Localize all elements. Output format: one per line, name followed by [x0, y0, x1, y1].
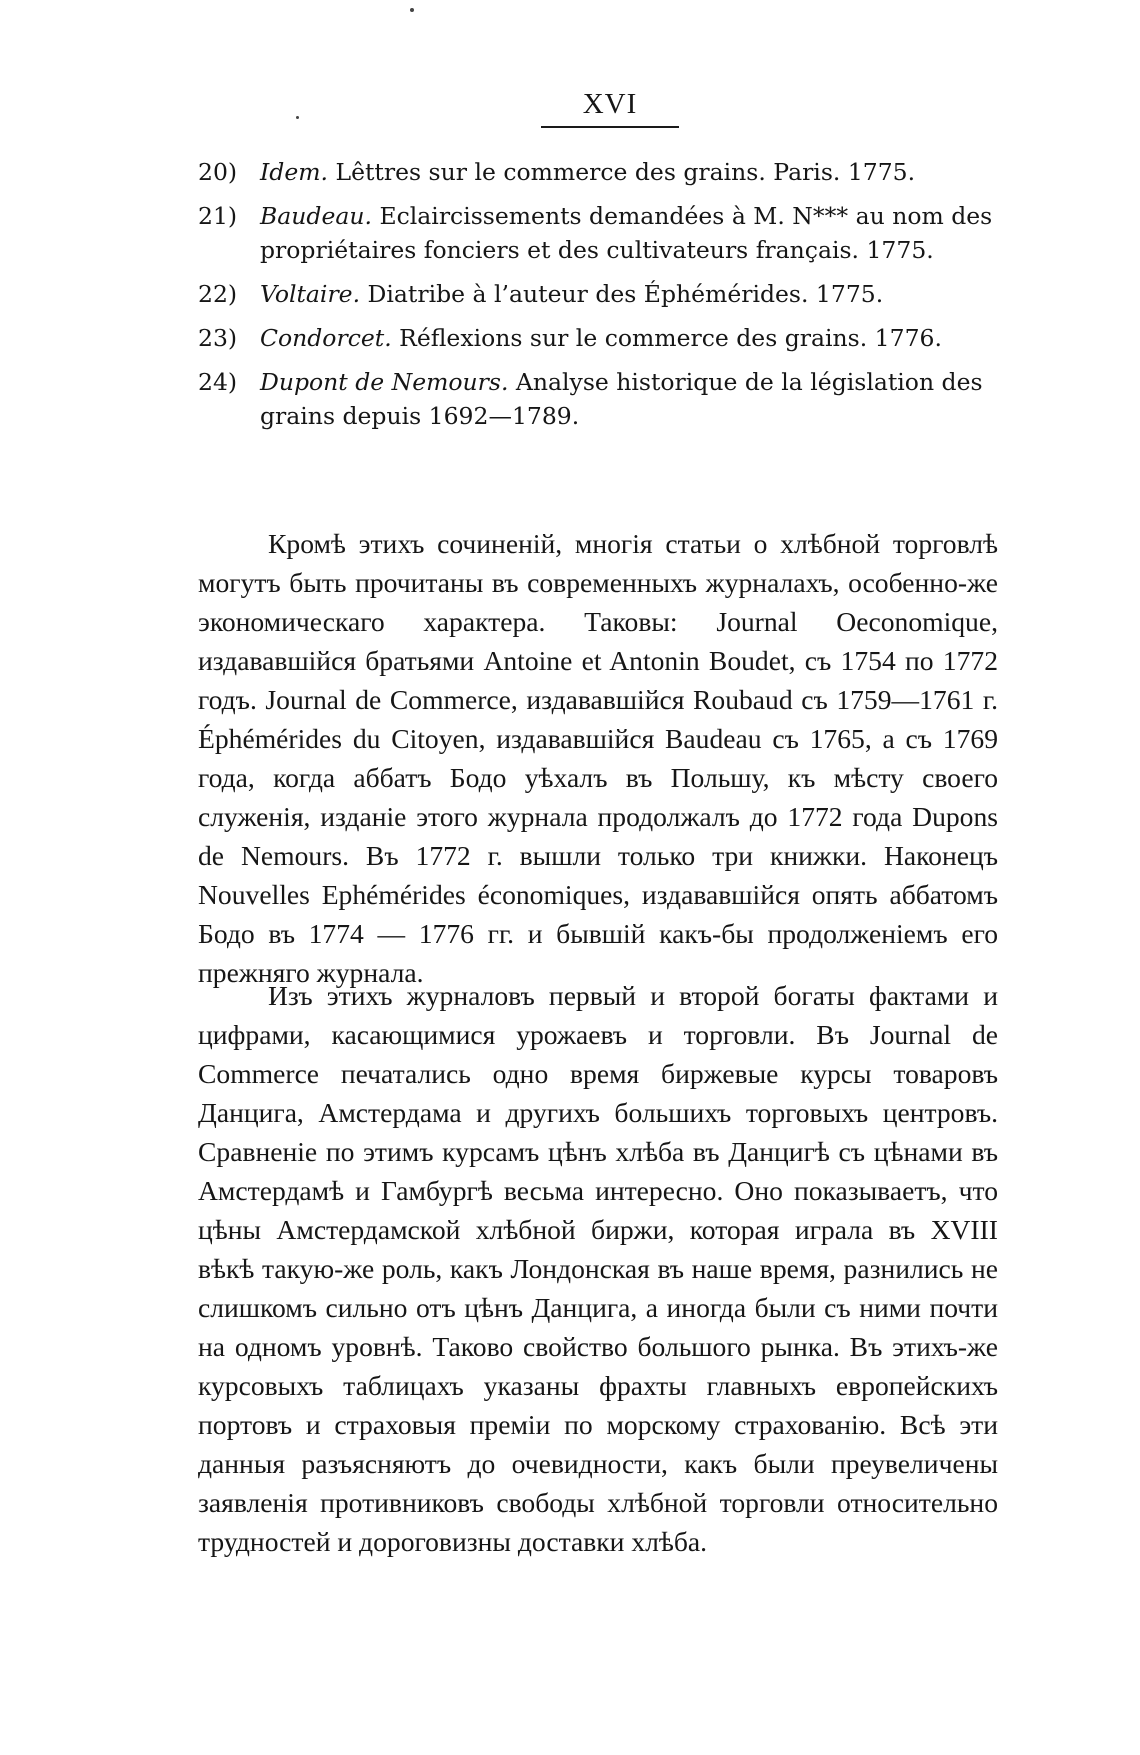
- reference-item: [198, 155, 998, 189]
- reference-body: [260, 155, 998, 189]
- reference-number: 21): [198, 202, 238, 230]
- reference-text: Diatribe à l’auteur des Éphémérides. 1775.: [360, 280, 884, 308]
- reference-text: Analyse historique de la législation des grains depuis 1692—1789.: [260, 368, 983, 430]
- reference-number: 24): [198, 368, 238, 396]
- ink-speck: [296, 116, 299, 119]
- reference-author: Idem.: [260, 158, 328, 186]
- page-number: XVI: [582, 88, 638, 120]
- reference-item: [198, 277, 998, 311]
- reference-body: [260, 365, 998, 433]
- reference-item: [198, 199, 998, 267]
- reference-text: Eclaircissements demandées à M. N*** au nom des propriétaires fonciers et des cultivateurs français. 1775.: [260, 202, 993, 264]
- reference-author: Voltaire.: [260, 280, 361, 308]
- reference-text: Réflexions sur le commerce des grains. 1776.: [391, 324, 942, 352]
- reference-body: [260, 277, 998, 311]
- reference-author: Condorcet.: [260, 324, 392, 352]
- reference-item: [198, 321, 998, 355]
- reference-number: 22): [198, 280, 238, 308]
- reference-number: 20): [198, 158, 238, 186]
- reference-body: [260, 321, 998, 355]
- body-paragraph: Кромѣ этихъ сочиненій, многія статьи о хлѣбной торговлѣ могутъ быть прочитаны въ современныхъ журналахъ, особенно-же экономическаго характера. Таковы: Journal Oeconomique, издававшійся братьями Antoine et Antonin Boudet, съ 1754 по 1772 годъ. Journal de Commerce, издававшійся Roubaud съ 1759—1761 г. Éphémérides du Citoyen, издававшійся Baudeau съ 1765, а съ 1769 года, когда аббатъ Бодо уѣхалъ въ Польшу, къ мѣсту своего служенія, изданіе этого журнала продолжалъ до 1772 года Dupons de Nemours. Въ 1772 г. вышли только три книжки. Наконецъ Nouvelles Ephémérides économiques, издававшійся опять аббатомъ Бодо въ 1774 — 1776 гг. и бывшій какъ-бы продолженіемъ его прежняго журнала.: [198, 527, 998, 988]
- reference-number: 23): [198, 324, 238, 352]
- ink-speck: [410, 8, 414, 12]
- reference-author: Dupont de Nemours.: [260, 368, 509, 396]
- reference-list: [198, 155, 998, 443]
- reference-body: [260, 199, 998, 267]
- reference-item: [198, 365, 998, 433]
- header-rule: [541, 126, 679, 128]
- body-paragraph: Изъ этихъ журналовъ первый и второй богаты фактами и цифрами, касающимися урожаевъ и торговли. Въ Journal de Commerce печатались одно время биржевые курсы товаровъ Данцига, Амстердама и другихъ большихъ торговыхъ центровъ. Сравненіе по этимъ курсамъ цѣнъ хлѣба въ Данцигѣ съ цѣнами въ Амстердамѣ и Гамбургѣ весьма интересно. Оно показываетъ, что цѣны Амстердамской хлѣбной биржи, которая играла въ XVIII вѣкѣ такую-же роль, какъ Лондонская въ наше время, разнились не слишкомъ сильно отъ цѣнъ Данцига, а иногда были съ ними почти на одномъ уровнѣ. Таково свойство большого рынка. Въ этихъ-же курсовыхъ таблицахъ указаны фрахты главныхъ европейскихъ портовъ и страховыя преміи по морскому страхованію. Всѣ эти данныя разъясняютъ до очевидности, какъ были преувеличены заявленія противниковъ свободы хлѣбной торговли относительно трудностей и дороговизны доставки хлѣба.: [198, 979, 998, 1557]
- reference-author: Baudeau.: [260, 202, 372, 230]
- reference-text: Lêttres sur le commerce des grains. Paris. 1775.: [328, 158, 916, 186]
